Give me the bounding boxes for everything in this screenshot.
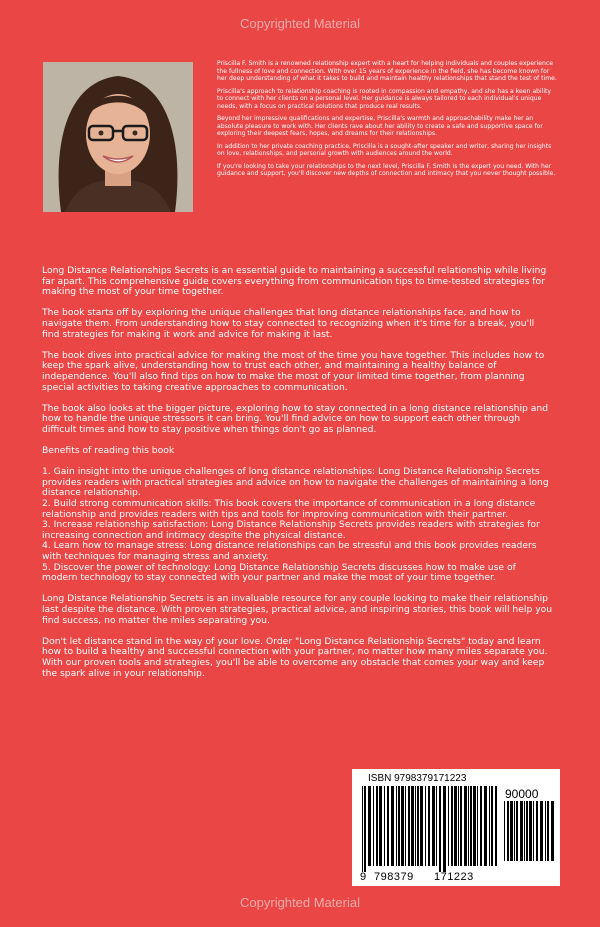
barcode-bar	[489, 786, 490, 866]
author-bio-paragraph: Beyond her impressive qualifications and expertise, Priscilla's warmth and approachability make her an absolute pleasure to work with. Her clients rave about her ability to create a safe and supportive space for exploring their deepest fears, hopes, and dreams for their relationships.	[217, 115, 543, 137]
isbn-digit-group-left: 798379	[374, 871, 414, 883]
barcode-bar	[526, 801, 528, 861]
barcode-bar	[443, 786, 446, 872]
description-paragraph: Long Distance Relationships Secrets is an essential guide to maintaining a successful relationship while living far apart. This comprehensive guide covers everything from communication tips to time-tested strategies for making the most of your time together.	[42, 265, 547, 298]
benefits-heading: Benefits of reading this book	[42, 445, 175, 457]
barcode-bar	[439, 786, 441, 872]
copyright-watermark-bottom: Copyrighted Material	[240, 895, 360, 910]
barcode-bar	[484, 786, 487, 866]
barcode-bar	[514, 801, 515, 861]
barcode-bar	[477, 786, 478, 866]
isbn-label: ISBN 9798379171223	[368, 773, 467, 784]
copyright-watermark-top: Copyrighted Material	[240, 16, 360, 31]
description-paragraph: The book also looks at the bigger picture, exploring how to stay connected in a long distance relationship and how to handle the unique stressors it can bring. You'll find advice on how to support each other through difficult times and how to stay positive when things don't go as planned.	[42, 402, 549, 435]
author-bio-paragraph: If you're looking to take your relationships to the next level, Priscilla F. Smith is the expert you need. With her guidance and support, you'll discover new depths of connection and intimacy that you never thought possible.	[217, 162, 556, 177]
barcode-bar	[384, 786, 385, 866]
barcode-bar	[536, 801, 538, 861]
barcode-bar	[451, 786, 453, 866]
barcode-bar	[436, 786, 437, 866]
description-paragraph: Don't let distance stand in the way of your love. Order "Long Distance Relationship Secrets" today and learn how to build a healthy and successful connection with your partner, no matter how many miles separate you. With our proven tools and strategies, you'll be able to overcome any obstacle that comes your way and keep the spark alive in your relationship.	[42, 635, 548, 679]
barcode-bar	[415, 786, 416, 866]
barcode-bar	[373, 786, 374, 866]
barcode-bar	[401, 786, 404, 866]
barcode-bar	[504, 801, 505, 861]
price-code-bars	[504, 801, 554, 867]
barcode-bar	[491, 786, 493, 866]
price-code: 90000	[505, 787, 539, 801]
barcode-bar	[368, 786, 371, 866]
isbn-digit-group-right: 171223	[434, 871, 474, 883]
barcode-bar	[417, 786, 419, 866]
barcode-bar	[364, 786, 366, 872]
barcode-bar	[420, 786, 423, 866]
description-paragraph: Long Distance Relationship Secrets is an invaluable resource for any couple looking to make their relationship last despite the distance. With proven strategies, practical advice, and inspiring stories, this book will help you find success, no matter the miles separating you.	[42, 593, 553, 626]
barcode-bar	[458, 786, 459, 866]
barcode-bar	[405, 786, 406, 866]
barcode-bar	[464, 786, 467, 866]
barcode-bar	[495, 786, 497, 866]
barcode-bar	[520, 801, 523, 861]
barcode-bar	[432, 786, 435, 866]
ean13-bars	[362, 786, 497, 872]
barcode-bar	[473, 786, 476, 866]
description-paragraph: The book dives into practical advice for making the most of the time you have together. This includes how to keep the spark alive, understanding how to trust each other, and maintaining a healthy balance of independence. You'll also find tips on how to make the most of your limited time together, from planning special activities to taking creative approaches to communication.	[42, 349, 545, 393]
barcode-bar	[510, 801, 513, 861]
barcode-bar	[524, 801, 525, 861]
barcode-bar	[408, 786, 410, 866]
author-bio-paragraph: In addition to her private coaching practice, Priscilla is a sought-after speaker and writer, sharing her insights on love, relationships, and personal growth with audiences around the world.	[217, 142, 552, 157]
barcode-bar	[529, 801, 532, 861]
author-bio-paragraph: Priscilla's approach to relationship coaching is rooted in compassion and empathy, and she has a keen ability to connect with her clients on a personal level. Her guidance is always tailored to each individual's unique needs, with a focus on practical solutions that produce real results.	[217, 87, 552, 110]
author-bio	[217, 60, 557, 183]
barcode-bar	[425, 786, 426, 866]
barcode-bar	[376, 786, 378, 866]
author-photo	[43, 62, 193, 212]
barcode-bar	[411, 786, 414, 866]
barcode-bar	[398, 786, 400, 866]
barcode-bar	[470, 786, 472, 866]
barcode-bar	[448, 786, 449, 866]
barcode-bar	[460, 786, 462, 866]
barcode-bar	[507, 801, 509, 861]
barcode-bar	[362, 786, 363, 872]
barcode-bar	[516, 801, 518, 861]
barcode-bar	[468, 786, 469, 866]
barcode-bar	[540, 801, 543, 861]
barcode-bar	[387, 786, 389, 866]
author-bio-paragraph: Priscilla F. Smith is a renowned relationship expert with a heart for helping individuals and couples experience the fullness of love and connection. With over 15 years of experience in the field, she has become known for her deep understanding of what it takes to build and maintain healthy relationships that stand the test of time.	[217, 60, 557, 82]
book-description	[42, 266, 554, 690]
barcode-bar	[396, 786, 397, 866]
barcode-bar	[454, 786, 457, 866]
barcode-bar	[379, 786, 382, 866]
isbn-digit-lead: 9	[360, 871, 367, 883]
barcode-bar	[547, 801, 549, 861]
isbn-barcode	[352, 769, 560, 886]
description-paragraph: The book starts off by exploring the unique challenges that long distance relationships face, and how to navigate them. From understanding how to stay connected to recognizing when it's time for a break, you'll find strategies for making it work and advice for making it last.	[42, 307, 535, 340]
barcode-bar	[428, 786, 430, 866]
barcode-bar	[545, 801, 546, 861]
benefits-list: 1. Gain insight into the unique challenges of long distance relationships: Long Distance Relationship Secrets provides readers with practical strategies and advice on how to navigate the challenges of maintaining a long distance relationship. 2. Build strong communication skills: This book covers the importance of communication in a long distance relationship and provides readers with tips and tools for improving communication with their partner. 3. Increase relationship satisfaction: Long Distance Relationship Secrets provides readers with strategies for increasing connection and intimacy despite the physical distance. 4. Learn how to manage stress: Long distance relationships can be stressful and this book provides readers with techniques for managing stress and anxiety. 5. Discover the power of technology: Long Distance Relationship Secrets discusses how to make use of modern technology to stay connected with your partner and make the most of your time together.	[42, 466, 549, 584]
barcode-bar	[533, 801, 534, 861]
barcode-bar	[551, 801, 554, 861]
barcode-bar	[391, 786, 394, 866]
barcode-bar	[480, 786, 482, 866]
